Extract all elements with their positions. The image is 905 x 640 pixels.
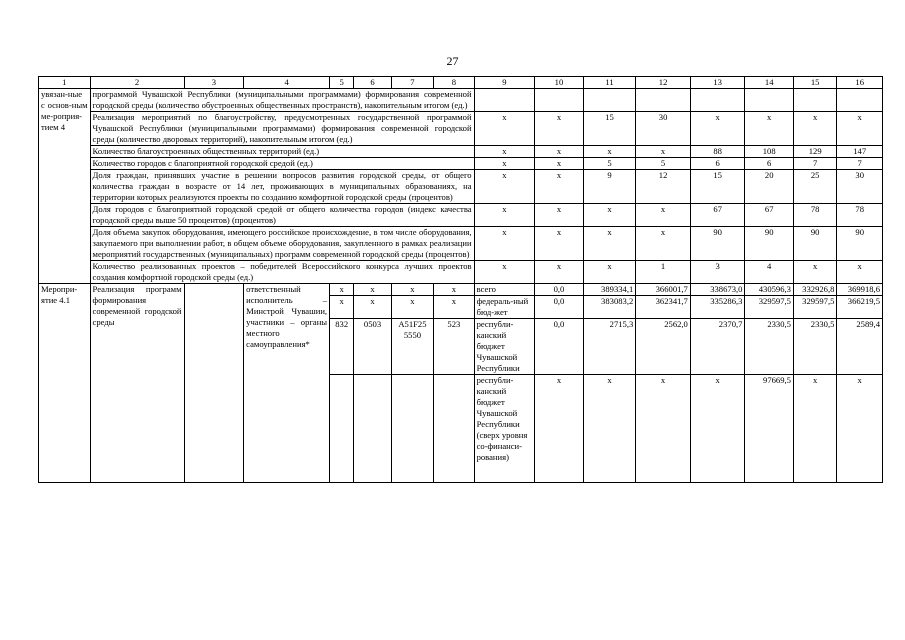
table-row: Доля городов с благоприятной городской средой от общего количества городов (индекс качества городской среды выше 50 процентов) (процентов) x x x x 67 67 78 78 <box>39 204 883 227</box>
indicator-text: Количество реализованных проектов – победителей Всероссийского конкурса лучших проектов создания комфортной городской среды (ед.) <box>90 261 474 284</box>
event-col3 <box>184 284 244 483</box>
funding-source: республи-канский бюджет Чувашской Республики (сверх уровня со-финанси-рования) <box>474 375 535 483</box>
table-row: Меропри-ятие 4.1 Реализация программ формирования современной городской среды ответственный исполнитель – Минстрой Чувашии, участники – органы местного самоуправления* x x x x всего 0,0 389334,1 366001,7 338673,0 430596,3 332926,8 369918,6 <box>39 284 883 296</box>
indicator-text: Количество благоустроенных общественных территорий (ед.) <box>90 146 474 158</box>
indicator-text: Доля граждан, принявших участие в решении вопросов развития городской среды, от общего количества граждан в возрасте от 14 лет, проживающих в муниципальных образованиях, на территории которых реализуются проекты по созданию комфортной городской среды (процентов) <box>90 170 474 204</box>
table-row: Доля граждан, принявших участие в решении вопросов развития городской среды, от общего количества граждан в возрасте от 14 лет, проживающих в муниципальных образованиях, на территории которых реализуются проекты по созданию комфортной городской среды (процентов) x x 9 12 15 20 25 30 <box>39 170 883 204</box>
table-row: республи-канский бюджет Чувашской Республики (сверх уровня со-финанси-рования) x x x x 97669,5 x x <box>39 375 883 483</box>
indicator-text: программой Чувашской Республики (муниципальными программами) формирования современной городской среды (количество обустроенных общественных пространств), накопительным итогом (ед.) <box>90 89 474 112</box>
table-row <box>39 89 883 112</box>
table-row: Количество реализованных проектов – победителей Всероссийского конкурса лучших проектов создания комфортной городской среды (ед.) x x x 1 3 4 x x <box>39 261 883 284</box>
event-number: Меропри-ятие 4.1 <box>39 284 91 483</box>
funding-source: всего <box>474 284 535 296</box>
funding-source: федераль-ный бюд-жет <box>474 296 535 319</box>
indicator-text: Количество городов с благоприятной городской средой (ед.) <box>90 158 474 170</box>
table-row: Доля объема закупок оборудования, имеющего российское происхождение, в том числе оборудования, закупаемого при выполнении работ, в общем объеме оборудования, закупленного в рамках реализации мероприятий государственных (муниципальных) программ современной городской среды (процентов) x x x x 90 90 90 90 <box>39 227 883 261</box>
table-row: Количество благоустроенных общественных территорий (ед.) x x x x 88 108 129 147 <box>39 146 883 158</box>
header-row: 1 2 3 4 5 6 7 8 9 10 11 12 13 14 15 16 <box>39 77 883 89</box>
event-responsible: ответственный исполнитель – Минстрой Чувашии, участники – органы местного самоуправления* <box>244 284 330 483</box>
table-row: Реализация мероприятий по благоустройству, предусмотренных государственной программой Чувашской Республики (муниципальными программами) формирования современной городской среды (количество дворовых территорий), накопительным итогом (ед.) x x 15 30 x x x x <box>39 112 883 146</box>
table-row: Количество городов с благоприятной городской средой (ед.) x x 5 5 6 6 7 7 <box>39 158 883 170</box>
indicator-text: Реализация мероприятий по благоустройству, предусмотренных государственной программой Чувашской Республики (муниципальными программами) формирования современной городской среды (количество дворовых территорий), накопительным итогом (ед.) <box>90 112 474 146</box>
page-number: 27 <box>446 54 459 68</box>
table-row: x x x x федераль-ный бюд-жет 0,0 383083,2 362341,7 335286,3 329597,5 329597,5 366219,5 <box>39 296 883 319</box>
event-title: Реализация программ формирования современной городской среды <box>90 284 184 483</box>
funding-source: республи-канский бюджет Чувашской Республики <box>474 319 535 375</box>
group-label: увязан-ные с основ-ным ме-роприя-тием 4 <box>39 89 91 284</box>
table-row: 832 0503 A51F25 5550 523 республи-канский бюджет Чувашской Республики 0,0 2715,3 2562,0 2370,7 2330,5 2330,5 2589,4 <box>39 319 883 375</box>
indicator-text: Доля городов с благоприятной городской средой от общего количества городов (индекс качества городской среды выше 50 процентов) (процентов) <box>90 204 474 227</box>
program-table <box>38 76 883 483</box>
indicator-text: Доля объема закупок оборудования, имеющего российское происхождение, в том числе оборудования, закупаемого при выполнении работ, в общем объеме оборудования, закупленного в рамках реализации мероприятий государственных (муниципальных) программ современной городской среды (процентов) <box>90 227 474 261</box>
